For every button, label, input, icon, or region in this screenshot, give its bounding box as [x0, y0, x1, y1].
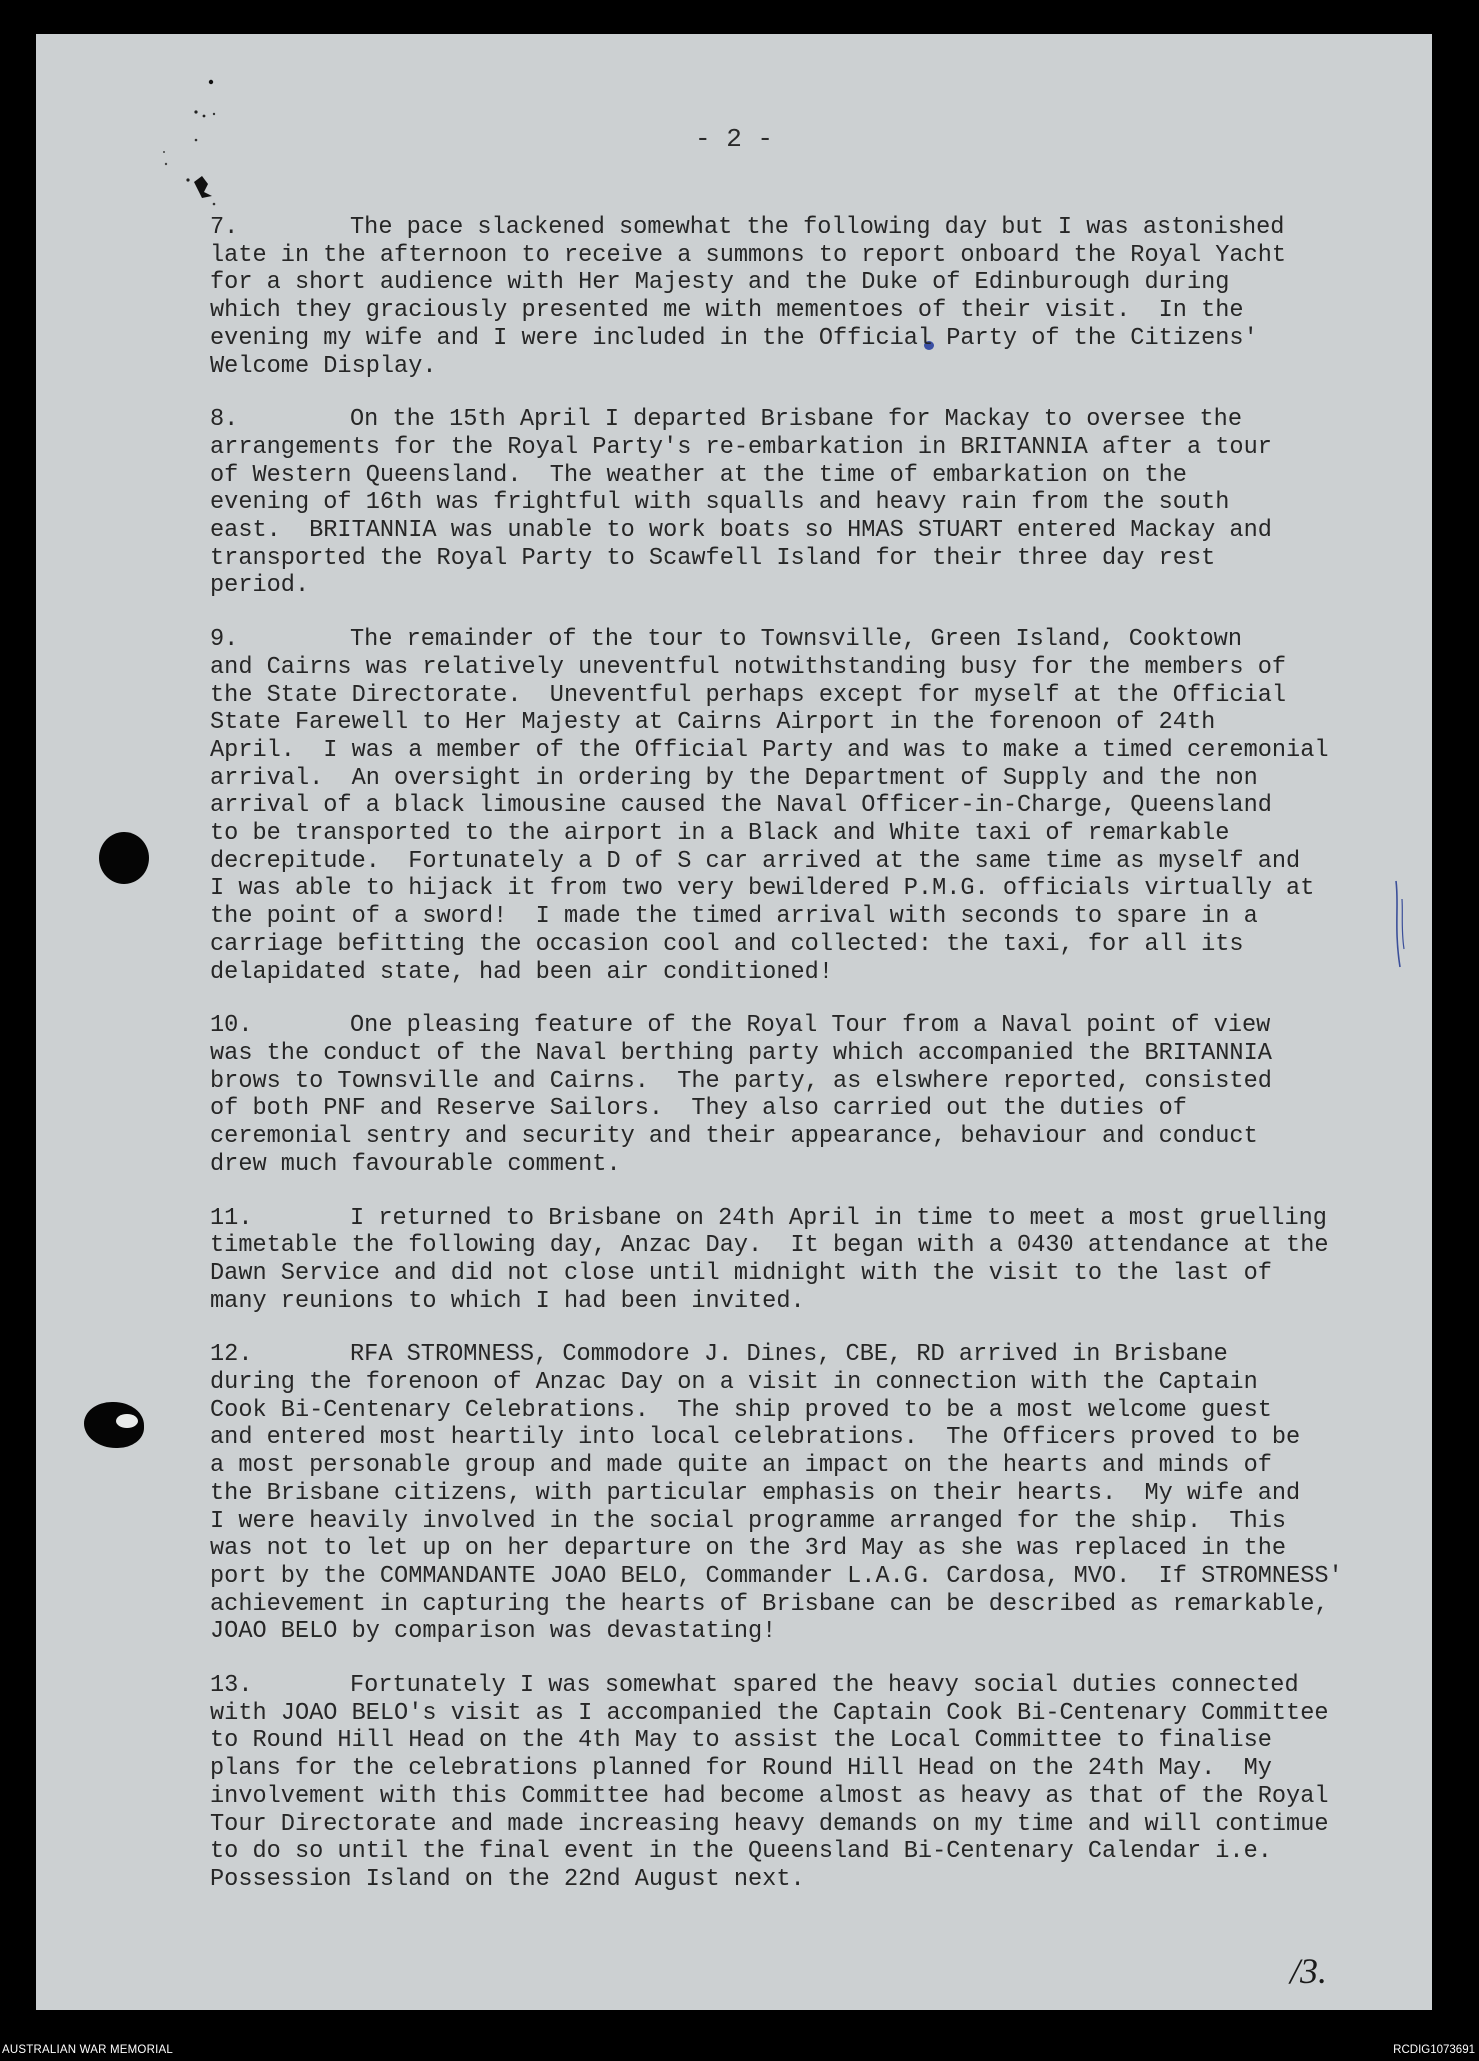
paragraph-line: evening of 16th was frightful with squalls and heavy rain from the south [210, 489, 1230, 517]
paragraph-10 [210, 1012, 1360, 1178]
paragraph-line: period. [210, 572, 310, 600]
footer-record-id: RCDIG1073691 [1393, 2044, 1475, 2056]
paragraph-number: 9. [210, 626, 239, 654]
paragraph-line: decrepitude. Fortunately a D of S car arrived at the same time as myself and [210, 847, 1301, 875]
paragraph-number: 10. [210, 1012, 253, 1040]
paragraph-line: The remainder of the tour to Townsville, Green Island, Cooktown [350, 626, 1242, 654]
paragraph-line: carriage befitting the occasion cool and collected: the taxi, for all its [210, 930, 1244, 958]
paragraph-line: Welcome Display. [210, 352, 437, 380]
paragraph-line: the point of a sword! I made the timed arrival with seconds to spare in a [210, 903, 1258, 931]
paragraph-line: drew much favourable comment. [210, 1150, 621, 1178]
paragraph-line: Fortunately I was somewhat spared the heavy social duties connected [350, 1672, 1299, 1700]
paragraph-number: 8. [210, 406, 239, 434]
paragraph-line: of Western Queensland. The weather at the time of embarkation on the [210, 461, 1187, 489]
pen-mark [1390, 879, 1410, 969]
paragraph-line: One pleasing feature of the Royal Tour from a Naval point of view [350, 1012, 1271, 1040]
paragraph-line: which they graciously presented me with mementoes of their visit. In the [210, 297, 1244, 325]
paragraph-7 [210, 214, 1360, 380]
paragraph-number: 12. [210, 1341, 253, 1369]
paragraph-line: I was able to hijack it from two very bewildered P.M.G. officials virtually at [210, 875, 1315, 903]
paragraph-line: ceremonial sentry and security and their appearance, behaviour and conduct [210, 1123, 1258, 1151]
paragraph-line: during the forenoon of Anzac Day on a visit in connection with the Captain [210, 1369, 1258, 1397]
paragraph-line: evening my wife and I were included in the Official Party of the Citizens' [210, 324, 1258, 352]
paragraph-line: was not to let up on her departure on the 3rd May as she was replaced in the [210, 1535, 1287, 1563]
footer-institution: AUSTRALIAN WAR MEMORIAL [2, 2044, 173, 2056]
paragraph-line: State Farewell to Her Majesty at Cairns Airport in the forenoon of 24th [210, 709, 1216, 737]
page-number: - 2 - [694, 124, 773, 154]
document-page [36, 34, 1432, 2010]
paragraph-line: with JOAO BELO's visit as I accompanied the Captain Cook Bi-Centenary Committee [210, 1699, 1329, 1727]
paragraph-line: many reunions to which I had been invited. [210, 1287, 805, 1315]
paragraph-line: and Cairns was relatively uneventful notwithstanding busy for the members of [210, 653, 1287, 681]
paragraph-line: the Brisbane citizens, with particular emphasis on their hearts. My wife and [210, 1479, 1301, 1507]
paragraph-line: for a short audience with Her Majesty and the Duke of Edinburough during [210, 269, 1230, 297]
paragraph-line: involvement with this Committee had become almost as heavy as that of the Royal [210, 1782, 1329, 1810]
paragraph-number: 13. [210, 1672, 253, 1700]
paragraph-line: Dawn Service and did not close until midnight with the visit to the last of [210, 1259, 1272, 1287]
paragraph-line: achievement in capturing the hearts of Brisbane can be described as remarkable, [210, 1590, 1329, 1618]
paragraph-line: April. I was a member of the Official Party and was to make a timed ceremonial [210, 736, 1329, 764]
paragraph-line: arrangements for the Royal Party's re-embarkation in BRITANNIA after a tour [210, 433, 1272, 461]
paragraph-line: The pace slackened somewhat the following day but I was astonished [350, 214, 1285, 241]
footer-bar [0, 2040, 1479, 2061]
paragraph-line: of both PNF and Reserve Sailors. They also carried out the duties of [210, 1095, 1187, 1123]
paragraph-line: I were heavily involved in the social programme arranged for the ship. This [210, 1507, 1287, 1535]
folio-note: /3. [1290, 1951, 1328, 1991]
paragraph-line: delapidated state, had been air conditioned! [210, 958, 833, 986]
paragraph-line: to be transported to the airport in a Black and White taxi of remarkable [210, 820, 1230, 848]
paragraph-12 [210, 1341, 1360, 1646]
paragraph-line: On the 15th April I departed Brisbane for Mackay to oversee the [350, 406, 1242, 434]
paragraph-line: was the conduct of the Naval berthing party which accompanied the BRITANNIA [210, 1039, 1272, 1067]
paragraph-line: JOAO BELO by comparison was devastating! [210, 1618, 777, 1646]
paragraph-line: to Round Hill Head on the 4th May to assist the Local Committee to finalise [210, 1727, 1272, 1755]
paragraph-line: the State Directorate. Uneventful perhaps except for myself at the Official [210, 681, 1287, 709]
paragraph-number: 7. [210, 214, 239, 241]
paragraph-line: port by the COMMANDANTE JOAO BELO, Commander L.A.G. Cardosa, MVO. If STROMNESS' [210, 1562, 1343, 1590]
paragraph-13 [210, 1672, 1360, 1894]
paragraph-number: 11. [210, 1204, 253, 1232]
paragraph-line: plans for the celebrations planned for Round Hill Head on the 24th May. My [210, 1755, 1272, 1783]
punch-hole-upper [99, 832, 149, 884]
paragraph-8 [210, 406, 1360, 600]
punch-hole-lower [84, 1402, 144, 1448]
paragraph-11 [210, 1205, 1360, 1316]
paragraph-line: east. BRITANNIA was unable to work boats so HMAS STUART entered Mackay and [210, 517, 1272, 545]
paragraph-line: timetable the following day, Anzac Day. It began with a 0430 attendance at the [210, 1232, 1329, 1260]
paragraph-line: I returned to Brisbane on 24th April in time to meet a most gruelling [350, 1204, 1327, 1232]
paragraph-line: transported the Royal Party to Scawfell Island for their three day rest [210, 544, 1216, 572]
paragraph-line: arrival. An oversight in ordering by the Department of Supply and the non [210, 764, 1258, 792]
paragraph-line: RFA STROMNESS, Commodore J. Dines, CBE, RD arrived in Brisbane [350, 1341, 1228, 1369]
paragraph-line: Possession Island on the 22nd August next. [210, 1865, 805, 1893]
paragraph-line: Cook Bi-Centenary Celebrations. The ship proved to be a most welcome guest [210, 1396, 1272, 1424]
paragraph-line: to do so until the final event in the Queensland Bi-Centenary Calendar i.e. [210, 1838, 1272, 1866]
letter-body [210, 214, 1360, 1920]
paragraph-9 [210, 626, 1360, 986]
paragraph-line: arrival of a black limousine caused the Naval Officer-in-Charge, Queensland [210, 792, 1272, 820]
paragraph-line: a most personable group and made quite an impact on the hearts and minds of [210, 1452, 1272, 1480]
paragraph-line: Tour Directorate and made increasing heavy demands on my time and will contimue [210, 1810, 1329, 1838]
paragraph-line: late in the afternoon to receive a summons to report onboard the Royal Yacht [210, 241, 1287, 269]
paragraph-line: brows to Townsville and Cairns. The party, as elswhere reported, consisted [210, 1067, 1272, 1095]
paragraph-line: and entered most heartily into local celebrations. The Officers proved to be [210, 1424, 1301, 1452]
